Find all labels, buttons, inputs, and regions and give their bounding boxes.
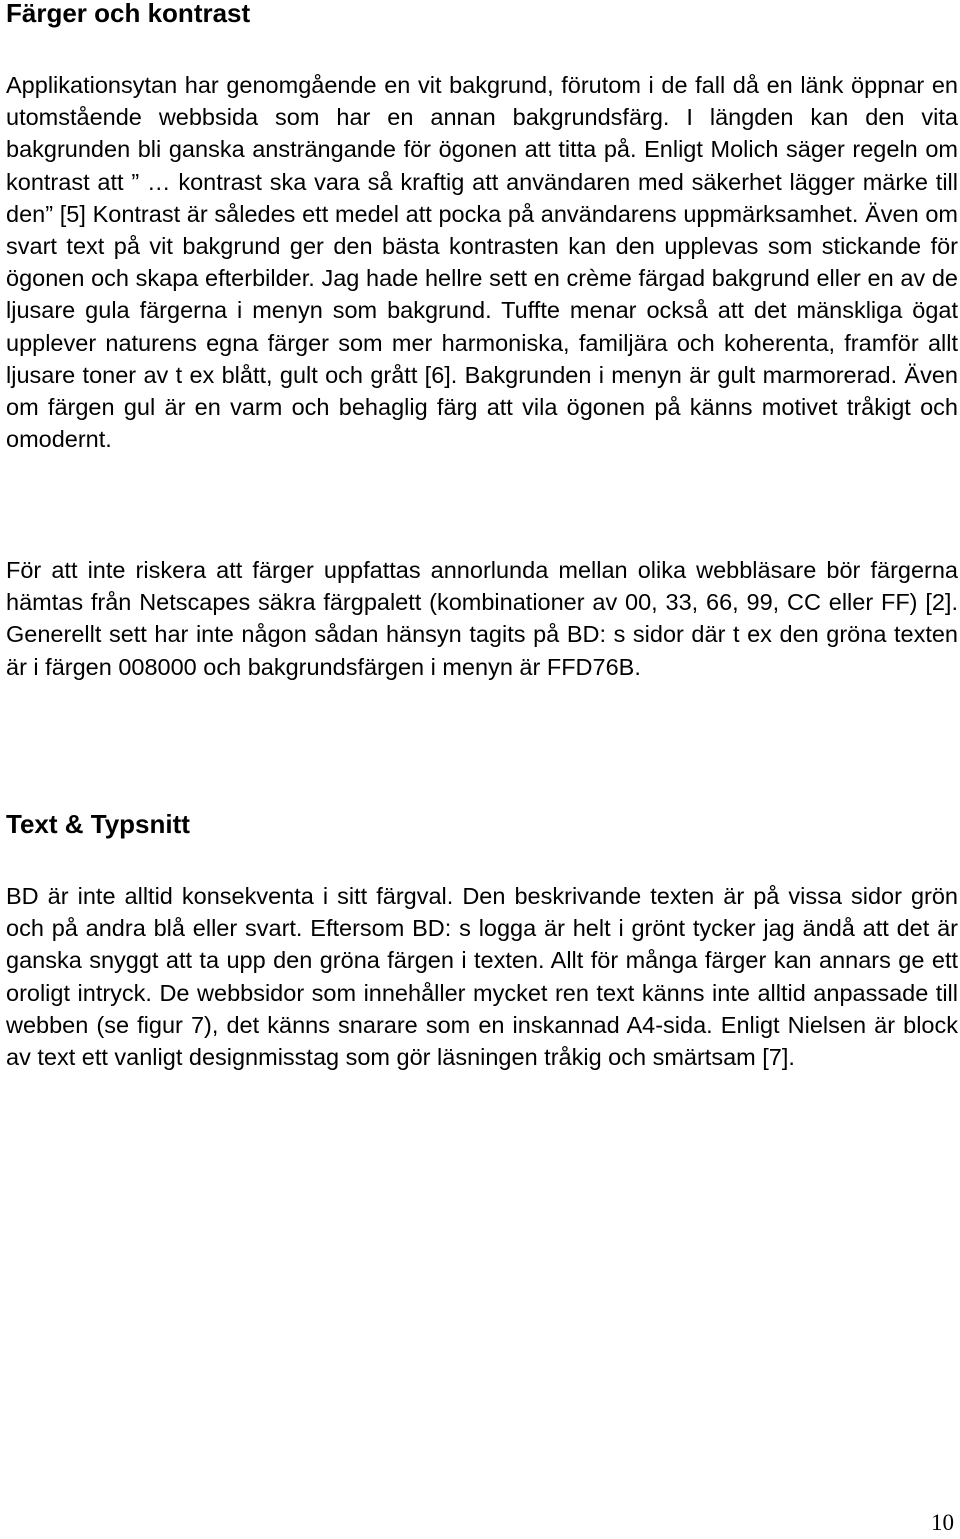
paragraph-text-color-consistency: BD är inte alltid konsekventa i sitt färgval. Den beskrivande texten är på vissa sidor grön och på andra blå eller svart. Eftersom BD: s logga är helt i grönt tycker jag ändå att det är ganska snyggt att ta upp den gröna färgen i texten. Allt för många färger kan annars ge ett oroligt intryck. De webbsidor som innehåller mycket ren text känns inte alltid anpassade till webben (se figur 7), det känns snarare som en inskannad A4-sida. Enligt Nielsen är block av text ett vanligt designmisstag som gör läsningen tråkig och smärtsam [7]. xyxy=(6,883,958,1071)
page-number: 10 xyxy=(931,1510,954,1535)
section-heading-text-typefaces: Text & Typsnitt xyxy=(6,809,190,839)
paragraph-safe-palette: För att inte riskera att färger uppfattas annorlunda mellan olika webbläsare bör färgerna hämtas från Netscapes säkra färgpalett (kombinationer av 00, 33, 66, 99, CC eller FF) [2]. Generellt sett har inte någon sådan hänsyn tagits på BD: s sidor där t ex den gröna texten är i färgen 008000 och bakgrundsfärgen i menyn är FFD76B. xyxy=(6,557,958,680)
section-heading-colors-contrast: Färger och kontrast xyxy=(6,0,251,28)
paragraph-background-contrast: Applikationsytan har genomgående en vit bakgrund, förutom i de fall då en länk öppnar en utomstående webbsida som har en annan bakgrundsfärg. I längden kan den vita bakgrunden bli ganska ansträngande för ögonen att titta på. Enligt Molich säger regeln om kontrast att ” … kontrast ska vara så kraftig att användaren med säkerhet lägger märke till den” [5] Kontrast är således ett medel att pocka på användarens uppmärksamhet. Även om svart text på vit bakgrund ger den bästa kontrasten kan den upplevas som stickande för ögonen och skapa efterbilder. Jag hade hellre sett en crème färgad bakgrund eller en av de ljusare gula färgerna i menyn som bakgrund. Tuffte menar också att det mänskliga ögat upplever naturens egna färger som mer harmoniska, familjära och koherenta, framför allt ljusare toner av t ex blått, gult och grått [6]. Bakgrunden i menyn är gult marmorerad. Även om färgen gul är en varm och behaglig färg att vila ögonen på känns motivet tråkigt och omodernt. xyxy=(6,72,958,453)
